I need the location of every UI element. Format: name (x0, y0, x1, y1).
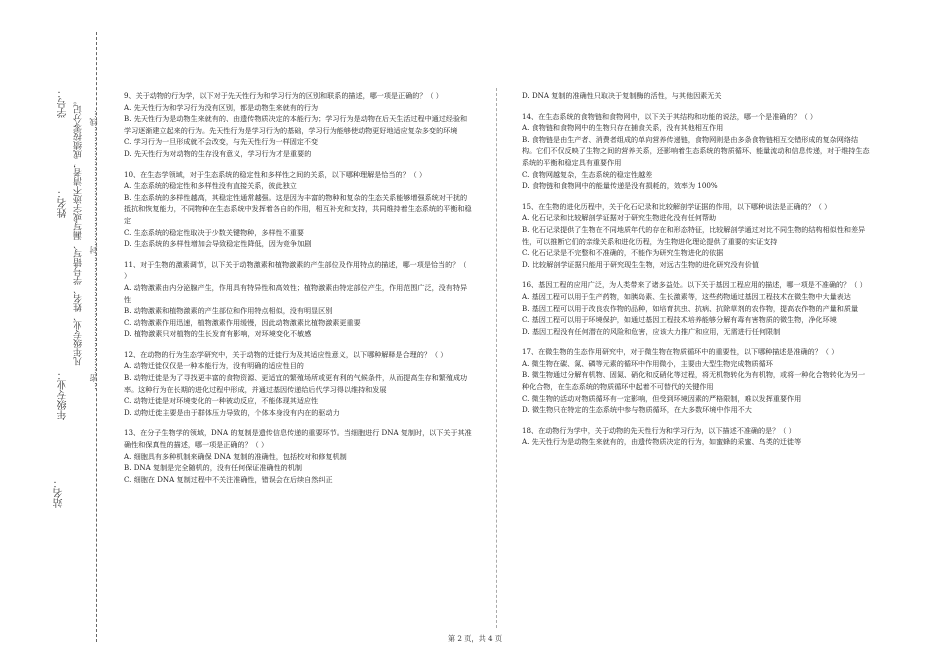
answer-option: C. 微生物的活动对物质循环有一定影响，但受到环境因素的严格限制，难以发挥重要作用 (522, 393, 802, 403)
question-block (522, 90, 870, 102)
answer-option: D. 基因工程没有任何潜在的风险和危害，应该大力推广和应用，无需进行任何限制 (522, 326, 781, 336)
seal-line-text: …密………………………………………封………………………………………线… (89, 110, 98, 390)
question-block (522, 279, 870, 337)
column-divider (496, 88, 497, 628)
answer-option: B. 生态系统的多样性越高，其稳定性通常越强。这是因为丰富的物种和复杂的生态关系能够增强系统对干扰的抵抗和恢复能力，不同物种在生态系统中发挥着各自的作用，相互补充和支持，共同维持着生态系统的平衡和稳定 (124, 192, 472, 225)
answer-option: A. 细胞具有多种机制来确保 DNA 复制的准确性，包括校对和修复机制 (124, 451, 347, 461)
question-block (522, 346, 870, 416)
answer-option: C. 食物网越复杂，生态系统的稳定性越差 (522, 169, 653, 179)
question-stem: 17、在微生物的生态作用研究中，对于微生物在物质循环中的重要性，以下哪种描述是准确的？（ ） (522, 347, 839, 357)
left-column (124, 90, 472, 494)
answer-option: D. 动物迁徙主要是由于群体压力导致的，个体本身没有内在的驱动力 (124, 407, 340, 417)
answer-option: A. 动物迁徙仅仅是一种本能行为，没有明确的适应性目的 (124, 361, 304, 371)
question-stem: 15、在生物的进化历程中，关于化石记录和比较解剖学证据的作用，以下哪种说法是正确的？（ ） (522, 201, 832, 211)
answer-option: A. 食物链和食物网中的生物只存在捕食关系，没有其他相互作用 (522, 123, 724, 133)
grade-label: 年级专业： (58, 370, 69, 420)
question-stem: 9、关于动物的行为学，以下对于先天性行为和学习行为的区别和联系的描述，哪一项是正确的？（ ） (124, 91, 443, 100)
answer-option: C. 动物激素作用迅速，植物激素作用缓慢，因此动物激素比植物激素更重要 (124, 317, 361, 327)
page-footer: 第 2 页，共 4 页 (447, 634, 503, 643)
question-block (522, 201, 870, 271)
answer-option: D. 先天性行为对动物的生存没有意义，学习行为才是重要的 (124, 148, 312, 158)
question-stem: 12、在动物的行为生态学研究中，关于动物的迁徙行为及其适应性意义，以下哪种解释是合理的？（ ） (124, 349, 448, 359)
answer-option: A. 先天性行为是动物生来就有的，由遗传物质决定的行为，如蜜蜂的采蜜、鸟类的迁徙等 (522, 437, 802, 447)
question-block (124, 169, 472, 250)
answer-option: C. 生态系统的稳定性取决于少数关键物种，多样性不重要 (124, 227, 304, 237)
question-stem: 14、在生态系统的食物链和食物网中，以下关于其结构和功能的说法，哪一个是准确的？（ ） (522, 111, 818, 121)
binding-margin (0, 0, 108, 672)
answer-option: C. 基因工程可以用于环境保护，如通过基因工程技术培养能够分解有毒有害物质的微生物，净化环境 (522, 315, 837, 325)
answer-option: D. 比较解剖学证据只能用于研究现生生物，对远古生物的进化研究没有价值 (522, 259, 759, 269)
binding-notice: 凡年级专业、姓名、学号错写、漏写或字迹不清者，成绩按零分记。 (74, 96, 84, 366)
answer-option: A. 化石记录和比较解剖学证据对于研究生物进化没有任何帮助 (522, 213, 717, 223)
answer-option: A. 基因工程可以用于生产药物，如胰岛素、生长激素等，这些药物通过基因工程技术在微生物中大量表达 (522, 291, 851, 301)
answer-option: B. DNA 复制是完全随机的，没有任何保证准确性的机制 (124, 463, 302, 473)
answer-option: B. 化石记录提供了生物在不同地质年代的存在和形态特征，比较解剖学通过对比不同生物的结构相似性和差异性，可以推断它们的亲缘关系和进化历程，为生物进化理论提供了重要的实证支持 (522, 224, 866, 246)
answer-option: B. 先天性行为是动物生来就有的、由遗传物质决定的本能行为；学习行为是动物在后天生活过程中通过经验和学习逐渐建立起来的行为。先天性行为是学习行为的基础，学习行为能够使动物更好地适应复杂多变的环境 (124, 114, 468, 135)
seal-line (96, 32, 97, 642)
question-block (522, 425, 870, 448)
question-stem: 18、在动物行为学中，关于动物的先天性行为和学习行为，以下描述不准确的是？（ ） (522, 425, 796, 435)
question-stem: 13、在分子生物学的领域，DNA 的复制是遗传信息传递的重要环节。当细胞进行 DNA 复制时，以下关于其准确性和保真性的描述，哪一项是正确的？（ ） (124, 428, 472, 450)
answer-option: A. 微生物在碳、氮、磷等元素的循环中作用微小，主要由大型生物完成物质循环 (522, 358, 773, 368)
answer-option: C. 细胞在 DNA 复制过程中不关注准确性，错误会在后续自然纠正 (124, 474, 333, 484)
answer-option: C. 化石记录是不完整和不准确的，不能作为研究生物进化的依据 (522, 248, 724, 258)
answer-option: D. 食物链和食物网中的能量传递是没有损耗的，效率为 100% (522, 181, 718, 191)
name-label: 姓名： (58, 188, 69, 218)
question-stem: 11、对于生物的激素调节，以下关于动物激素和植物激素的产生部位及作用特点的描述，哪一项是恰当的？（ ） (124, 259, 467, 281)
answer-option: A. 生态系统的稳定性和多样性没有直接关系，彼此独立 (124, 181, 297, 191)
answer-option: A. 先天性行为和学习行为没有区别，都是动物生来就有的行为 (124, 102, 319, 112)
answer-option: B. 动物激素和植物激素的产生部位和作用特点相似，没有明显区别 (124, 306, 333, 316)
answer-option: A. 动物激素由内分泌腺产生，作用具有特异性和高效性；植物激素由特定部位产生，作用范围广泛，没有特异性 (124, 282, 468, 304)
question-block (124, 90, 472, 160)
question-block (124, 427, 472, 485)
station-label: 站名： (54, 478, 65, 508)
question-block (124, 349, 472, 419)
answer-option: D. 植物激素只对植物的生长发育有影响，对环境变化不敏感 (124, 329, 312, 339)
question-stem: 16、基因工程的应用广泛，为人类带来了诸多益处。以下关于基因工程应用的描述，哪一项是不准确的？（ ） (522, 280, 867, 290)
answer-option: D. 生态系统的多样性增加会导致稳定性降低，因为竞争加剧 (124, 239, 312, 249)
answer-option: B. 动物迁徙是为了寻找更丰富的食物资源、更适宜的繁殖场所或更有利的气候条件，从而提高生存和繁殖成功率。这种行为在长期的进化过程中形成，并通过基因传递给后代学习得以维持和发展 (124, 373, 468, 394)
question-block (522, 111, 870, 192)
answer-option: B. 微生物通过分解有机物、固氮、硝化和反硝化等过程，将无机物转化为有机物，或将一种化合物转化为另一种化合物，在生态系统的物质循环中起着不可替代的关键作用 (522, 370, 866, 392)
answer-option: C. 学习行为一旦形成就不会改变，与先天性行为一样固定不变 (124, 137, 319, 147)
student-id-label: 学号： (58, 88, 69, 118)
answer-option: B. 食物链是由生产者、消费者组成的单向营养传递链，食物网则是由多条食物链相互交错形成的复杂网络结构。它们不仅反映了生物之间的营养关系，还影响着生态系统的物质循环、能量流动和信息传递，对于维持生态系统的平衡和稳定具有重要作用 (522, 134, 870, 167)
answer-option: D. DNA 复制的准确性只取决于复制酶的活性，与其他因素无关 (522, 91, 722, 100)
question-stem: 10、在生态学领域，对于生态系统的稳定性和多样性之间的关系，以下哪种理解是恰当的？（ ） (124, 169, 427, 179)
question-block (124, 259, 472, 340)
answer-option: C. 动物迁徙是对环境变化的一种被动反应，不能体现其适应性 (124, 396, 319, 406)
answer-option: B. 基因工程可以用于改良农作物的品种，如培育抗虫、抗病、抗除草剂的农作物，提高农作物的产量和质量 (522, 303, 859, 313)
answer-option: D. 微生物只在特定的生态系统中参与物质循环，在大多数环境中作用不大 (522, 405, 752, 415)
right-column (522, 90, 870, 457)
